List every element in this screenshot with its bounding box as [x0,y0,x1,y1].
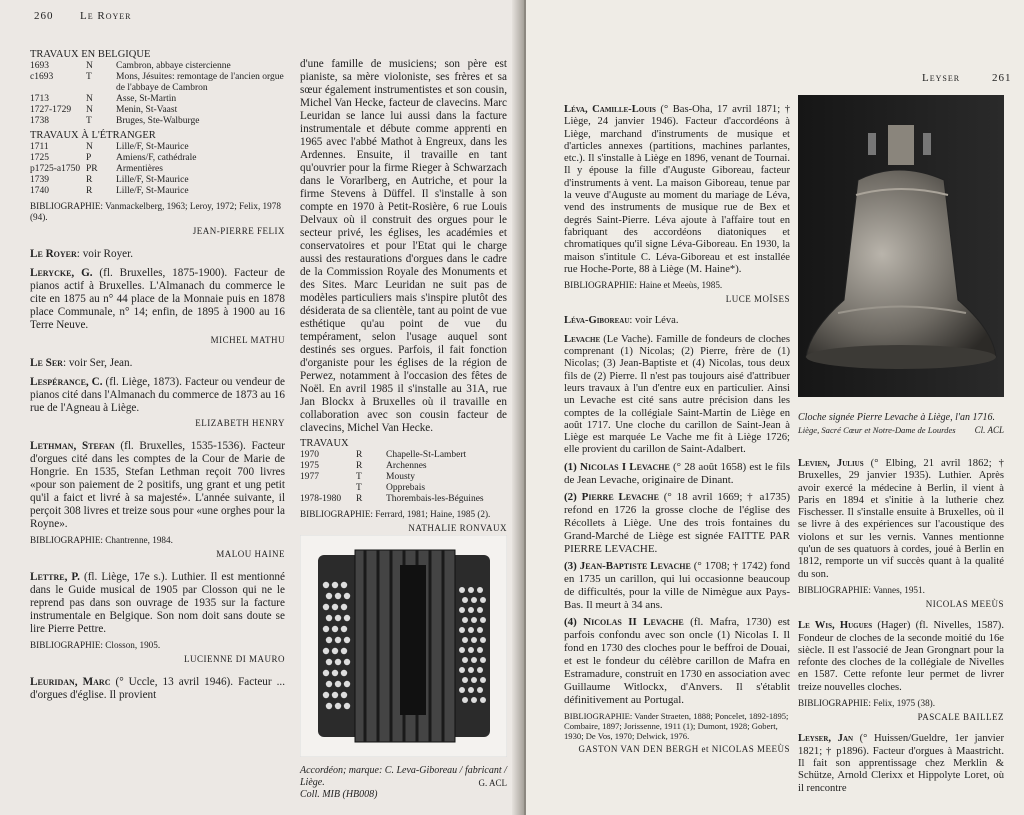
accordion-key [326,615,332,621]
work-year: 1693 [30,61,49,71]
work-code: R [356,461,363,471]
accordion-key [335,703,341,709]
dictionary-entry [564,461,790,487]
accordion-key [332,626,338,632]
work-place: Opprebais [386,483,426,493]
work-row [30,164,285,175]
accordion-key [335,593,341,599]
accordion-key [468,587,474,593]
bibliography: BIBLIOGRAPHIE: Felix, 1975 (38). [798,698,936,709]
accordion-key [468,687,474,693]
entry-body: (° Huissen/Gueldre, 1er janvier 1821; † p1896). Facteur d'orgues à Maastricht. Il fait son apprentissage chez Merklin & Schütze, Arnold Clerixx et Hippolyte Loret, où il rencontre [798,733,1004,794]
author-signature: GASTON VAN DEN BERGH et NICOLAS MEEÙS [578,743,790,754]
accordion-key [471,617,477,623]
entry-headword: Le Ser [30,357,63,369]
accordion-key [468,607,474,613]
work-code: P [86,153,92,163]
dictionary-entry [30,357,285,370]
accordion-key [344,593,350,599]
work-year: c1693 [30,72,54,82]
works-list [30,61,285,127]
left-column-2 [300,58,507,545]
author-signature: ELIZABETH HENRY [195,418,285,428]
bibliography: BIBLIOGRAPHIE: Vander Straeten, 1888; Poncelet, 1892-1895; Combaire, 1897; Jorissenne, 1911 (1); Dumont, 1928; Gobert, 1930; De Vos, 1970; Delwick, 1976. [564,710,789,741]
entry-headword: Le Royer [30,248,77,260]
bibliography: BIBLIOGRAPHIE: Ferrard, 1981; Haine, 1985 (2). [300,509,491,519]
accordion-key [480,597,486,603]
work-row [30,61,285,72]
work-row [300,472,507,483]
entry-body: (fl. Bruxelles, 1875-1900). Facteur de pianos actif à Bruxelles. L'Almanach du commerce le cite en 1875 au n° 44 place de la Monnaie puis en 1878 place Communale, n° 14; enfin, de 1895 à 1900 au 16 Terre Neuve. [30,267,285,331]
accordion-key [462,697,468,703]
entry-text [564,334,790,457]
entry-headword: Leyser, Jan [798,733,854,745]
entry-text [30,376,285,415]
work-year: 1725 [30,153,49,163]
entry-headword: (4) Nicolas II Levache [564,615,684,628]
work-place: Lille/F, St-Maurice [116,142,189,152]
work-row [30,72,285,94]
entries [30,248,285,702]
work-year: 1739 [30,175,49,185]
accordion-key [477,587,483,593]
entry-text [30,267,285,332]
author-signature: LUCE MOÏSES [725,294,790,305]
entry-headword: Levien, Julius [798,458,864,469]
work-place: Bruges, Ste-Walburge [116,116,200,126]
works-list [300,450,507,505]
accordion-key [326,703,332,709]
accordion-key [344,637,350,643]
dictionary-entry [30,676,285,702]
accordion-key [477,667,483,673]
right-column-2 [798,452,1004,797]
entry-body: (° Elbing, 21 avril 1862; † Bruxelles, 29 janvier 1935). Luthier. Après avoir exercé la médecine à Berlin, il vient à Paris en 1894 et s'initie à la lutherie chez Fischesser. Il s'installe ensuite à Bruxelles, où il se livre à des expériences sur l'acoustique des violons et sur les vernis. Vannes mentionne qu'un de ses quatuors à cordes, joué à Berlin en 1812, remporte un vif succès quant à la qualité du son. [798,458,1004,580]
work-year: 1978-1980 [300,494,342,504]
work-place: Asse, St-Martin [116,94,177,104]
author-signature: NICOLAS MEEÙS [925,598,1004,609]
works-list [30,142,285,197]
author-signature: LUCIENNE DI MAURO [184,654,285,664]
accordion-key [468,647,474,653]
work-row [300,461,507,472]
entry-text [30,357,285,370]
accordion-key [480,677,486,683]
work-place: Chapelle-St-Lambert [386,450,467,460]
accordion-key [344,703,350,709]
accordion-key [332,648,338,654]
entry-headword: Léva-Giboreau [564,315,630,327]
dictionary-entry [798,458,1004,610]
dictionary-entry [564,104,790,305]
accordion-key [459,607,465,613]
entry-continuation: d'une famille de musiciens; son père est pianiste, sa mère violoniste, ses frères et sa sœur également instrumentistes et son cousin, Michel Van Hecke, facteur de clavecins. Marc Leuridan se lance lui aussi dans la facture instrumentale et débute comme apprenti en 1965 avec l'abbé Mathot à Engreux, dans les Ardennes. Ensuite, il travaille en tant qu'ouvrier pour la firme Rieger à Schwarzach dans le Vorarlberg, en Autriche, et pour la firme Stevens à Düffel. Il s'installe à son compte en 1970 à Petit-Rosière, 6 rue Louis Delvaux où il construit des orgues pour le secteur privé, les églises, les académies et conservatoires et pour l'Etat qui le charge aussi des restaurations d'orgues dans le cadre de la Commission Royale des Monuments et des Sites. Marc Leuridan ne suit pas de modèles particuliers mais s'inspire plutôt des désiderata de sa clientèle, tant au point de vue esthétique qu'au point de vue du tempérament, selon l'usage auquel sont destinés ses orgues. Parfois, il fait fonction d'organiste pour les églises de la région de Perwez, notamment à l'occasion des fêtes de Noël. En avril 1985 il s'installe au 31A, rue Jan Blockx à Bruxelles où il travaille en collaboration avec son cousin facteur de clavecins, Michel Van Hecke. [300,58,507,434]
work-year: 1711 [30,142,49,152]
accordion-key [323,582,329,588]
entry-headword: Lespérance, C. [30,376,103,388]
entry-body: (° 18 avril 1669; † a1735) refond en 1726 la grosse cloche de l'église des Récollets à Liège. Une des trois fontaines du Grand-Marché de Liège est signée FAITTE PAR PIERRE LEVACHE. [564,490,791,555]
entry-body: (° Bas-Oha, 17 avril 1871; † Liège, 24 janvier 1946). Facteur d'accordéons à Liège, marchand d'instruments de musique et d'articles annexes (partitions, machines parlantes, etc.). Il s'installe à Liège en 1896, venant de Tournai. Il y épouse la fille d'Auguste Giboreau, facteur d'instruments à vent. La maison Giboreau, tenue par la veuve d'Auguste au moment du mariage de Léva, vend des instruments de musique rue de Bex et degrés Saint-Pierre. Léva ajoute à l'affaire tout en fabriquant des accordéons diatoniques et chromatiques qu'il signe Léva-Giboreau. En 1930, la maison s'intitule C. Léva-Giboreau et est installée rue Hoche-Porte, 88 à Liège (M. Haine*). [564,104,790,275]
work-year: 1738 [30,116,49,126]
entry-body: : voir Léva. [629,315,679,327]
accordion-key [459,587,465,593]
work-code: N [86,105,93,115]
accordion-key [459,627,465,633]
accordion-key [480,657,486,663]
page-number: 261 [992,72,1012,84]
work-code: T [86,72,92,82]
entry-text [30,676,285,702]
accordion-key [323,604,329,610]
accordion-key [480,637,486,643]
work-place: Armentières [116,164,163,174]
entry-body: (fl. Bruxelles, 1535-1536). Facteur d'orgues cité dans les comptes de la Cour de Marie de Hongrie. En 1535, Stefan Lethman reçoit 700 livres «pour son paiement de 2 positifs, ung grant et ung petit qu'il a faict et livré à sa majesté». L'année suivante, il perçoit 308 livres et treize sous pour «une orghes pour la Royne». [30,440,285,530]
work-code: N [86,61,93,71]
dictionary-entry [30,248,285,261]
accordion-key [332,670,338,676]
accordion-key [471,677,477,683]
work-place: Mousty [386,472,416,482]
entries [798,458,1004,795]
work-place: Cambron, abbaye cistercienne [116,61,231,71]
accordion-key [459,667,465,673]
dictionary-entry [564,315,790,327]
entry-body: (° 1708; † 1742) fond en 1735 un carillon, qui lui occasionne beaucoup de difficultés, pour la ville de Nimègue aux Pays-Bas. Il meurt à 34 ans. [564,559,790,611]
work-year [300,483,356,494]
accordion-key [335,637,341,643]
dictionary-entry [564,560,790,612]
bibliography: BIBLIOGRAPHIE: Vanmackelberg, 1963; Leroy, 1972; Felix, 1978 (94). [30,201,281,222]
dictionary-entry [798,620,1004,723]
entry-body: (° Uccle, 13 avril 1946). Facteur ... d'orgues d'église. Il provient [30,676,285,701]
caption-credit: Cl. ACL [974,425,1004,435]
work-row [30,105,285,116]
accordion-key [471,697,477,703]
work-code: R [86,175,93,185]
entry-text [564,104,790,276]
accordion-key [462,657,468,663]
work-code: R [356,450,363,460]
accordion-key [344,681,350,687]
entry-headword: (2) Pierre Levache [564,490,659,503]
accordion-key [326,659,332,665]
work-year: 1727-1729 [30,105,72,115]
entry-body: : voir Royer. [76,248,134,260]
dictionary-entry [564,616,790,707]
work-year: 1740 [30,186,49,196]
entry-text [30,248,285,261]
work-place: Thorembais-les-Béguines [386,494,484,504]
section-title: TRAVAUX À L'ÉTRANGER [30,130,156,141]
work-place: Mons, Jésuites: remontage de l'ancien orgue de l'abbaye de Cambron [116,72,284,93]
accordion-photo [300,535,507,757]
entry-headword: Lettre, P. [30,571,80,583]
work-code: R [86,186,93,196]
caption-text: Cloche signée Pierre Levache à Liège, l'an 1716. [798,412,995,423]
photo-caption [300,765,507,801]
work-code: N [86,142,93,152]
accordion-key [326,681,332,687]
work-row [30,142,285,153]
accordion-key [341,692,347,698]
accordion-key [335,615,341,621]
work-place: Lille/F, St-Maurice [116,186,189,196]
accordion-key [335,681,341,687]
accordion-key [471,597,477,603]
work-row [30,175,285,186]
author-signature: MALOU HAINE [216,549,285,559]
right-column-1 [564,98,790,765]
entry-body: : voir Ser, Jean. [62,357,133,369]
accordion-key [332,604,338,610]
accordion-key [341,648,347,654]
author-signature: PASCALE BAILLEZ [917,712,1004,723]
accordion-key [477,687,483,693]
entry-text [564,461,790,487]
family-members [564,461,790,707]
accordion-key [462,617,468,623]
accordion-key [480,697,486,703]
work-code: R [356,494,363,504]
bibliography: BIBLIOGRAPHIE: Chantrenne, 1984. [30,535,173,545]
accordion-key [332,692,338,698]
accordion-key [468,627,474,633]
entry-text [798,620,1004,694]
bibliography: BIBLIOGRAPHIE: Haine et Meeùs, 1985. [564,280,723,291]
entry-headword: Levache [564,333,601,345]
accordion-key [477,607,483,613]
caption-collection: Liège, Sacré Cœur et Notre-Dame de Lourdes [798,425,956,435]
work-place: Lille/F, St-Maurice [116,175,189,185]
accordion-key [471,657,477,663]
work-code: PR [86,164,98,174]
accordion-key [462,677,468,683]
accordion-key [326,593,332,599]
work-year: 1977 [300,472,319,482]
dictionary-entry [30,571,285,666]
accordion-key [477,627,483,633]
accordion-key [326,637,332,643]
entry-headword: (3) Jean-Baptiste Levache [564,559,691,572]
bell-photo [798,95,1004,397]
running-head: Leyser [922,72,961,84]
section-title: TRAVAUX EN BELGIQUE [30,49,151,60]
work-place: Amiens/F, cathédrale [116,153,197,163]
work-place: Archennes [386,461,427,471]
work-year: 1975 [300,461,319,471]
dictionary-entry [564,334,790,457]
accordion-key [341,626,347,632]
accordion-key [477,647,483,653]
running-head: Le Royer [80,10,132,22]
dictionary-entry [30,267,285,347]
work-row [30,94,285,105]
entry-text [798,458,1004,581]
entry-text [564,616,790,707]
entry-headword: (1) Nicolas I Levache [564,460,670,473]
bibliography: BIBLIOGRAPHIE: Vannes, 1951. [798,584,925,595]
caption-credit: G. ACL [478,778,507,788]
accordion-key [341,670,347,676]
work-year: 1970 [300,450,319,460]
work-code: T [356,472,362,482]
dictionary-entry [798,733,1004,794]
entry-headword: Léva, Camille-Louis [564,104,656,115]
accordion-key [344,615,350,621]
accordion-key [341,604,347,610]
work-code: T [86,116,92,126]
entry-text [564,560,790,612]
entry-text [30,440,285,531]
entry-text [564,491,790,556]
entry-body: (fl. Liège, 17e s.). Luthier. Il est mentionné dans le Guide musical de 1905 par Closson qui ne le reprend pas dans son ouvrage de 1935 sur la facture instrumentale en Belgique. Son nom doit sans doute se lire Pierre Pettre. [30,571,285,635]
entry-text [798,733,1004,794]
work-row [300,483,507,494]
entry-body: (Hager) (fl. Nivelles, 1587). Fondeur de cloches de la seconde moitié du 16e siècle. Il est l'associé de Jean Grongnart pour la refonte des cloches de la collégiale de Nivelles en 1587. Cette refonte leur permet de livrer treize nouvelles cloches. [798,620,1004,693]
entries [564,104,790,457]
work-row [300,450,507,461]
bibliography: BIBLIOGRAPHIE: Closson, 1905. [30,640,161,650]
work-row [30,153,285,164]
accordion-key [323,648,329,654]
work-code: N [86,94,93,104]
accordion-key [468,667,474,673]
work-row [30,186,285,197]
work-row [300,494,507,505]
entry-headword: Leuridan, Marc [30,676,111,688]
accordion-key [480,617,486,623]
caption-collection: Coll. MIB (HB008) [300,789,378,800]
section-title: TRAVAUX [300,438,349,449]
accordion-key [341,582,347,588]
photo-caption [798,412,1004,437]
work-year: p1725-a1750 [30,164,81,174]
dictionary-entry [30,376,285,430]
accordion-key [471,637,477,643]
caption-text: Accordéon; marque: C. Leva-Giboreau / fabricant / Liège. [300,765,507,788]
accordion-key [459,647,465,653]
work-code: T [356,483,362,493]
entry-text [30,571,285,636]
entry-body: (fl. Mafra, 1730) est parfois confondu avec son oncle (1) Nicolas I. Il fond en 1730 des cloches pour le beffroi de Douai, et est le fondeur du célèbre carillon de Mafra en Estramadure, construit en 1730 en association avec Guillaume Witlockx, d'Anvers. Il s'établit définitivement au Portugal. [564,615,790,706]
entry-body: (° 28 août 1658) est le fils de Jean Levache, originaire de Dinant. [564,460,790,486]
accordion-key [462,637,468,643]
right-page [526,0,1024,815]
accordion-key [459,687,465,693]
author-signature: MICHEL MATHU [210,335,285,345]
work-place: Menin, St-Vaast [116,105,178,115]
entry-headword: Lerycke, G. [30,267,93,279]
entry-text [564,315,790,327]
author-signature: JEAN-PIERRE FELIX [192,226,285,236]
author-signature: NATHALIE RONVAUX [408,523,507,533]
accordion-key [323,670,329,676]
work-row [30,116,285,127]
entry-headword: Lethman, Stefan [30,440,115,452]
accordion-key [344,659,350,665]
entry-body: (fl. Liège, 1873). Facteur ou vendeur de pianos cité dans l'Almanach du commerce de 1873 au 16 rue de l'Agneau à Liège. [30,376,286,414]
accordion-key [332,582,338,588]
page-number: 260 [34,10,54,22]
dictionary-entry [30,440,285,561]
dictionary-entry [564,491,790,556]
accordion-key [335,659,341,665]
accordion-key [323,692,329,698]
left-column-1 [30,46,285,704]
work-year: 1713 [30,94,49,104]
entry-headword: Le Wis, Hugues [798,620,873,632]
accordion-key [323,626,329,632]
entry-body: (Le Vache). Famille de fondeurs de cloches comprenant (1) Nicolas; (2) Pierre, frère de (1) Nicolas; (3) Jean-Baptiste et (4) Nicolas, tous deux fils de (2) Pierre. Il n'est pas toujours aisé d'attribuer leurs travaux à l'un d'entre eux en particulier. Ainsi un Levache est cité sans autre précision dans les comptes de la collégiale Saint-Martin de Liège en août 1717. Une cloche du carillon de Saint-Jean à Liège est marquée Le Vache me fit à Liège 1726; elle provient du carillon de Saint-Adalbert. [564,333,790,456]
accordion-key [462,597,468,603]
